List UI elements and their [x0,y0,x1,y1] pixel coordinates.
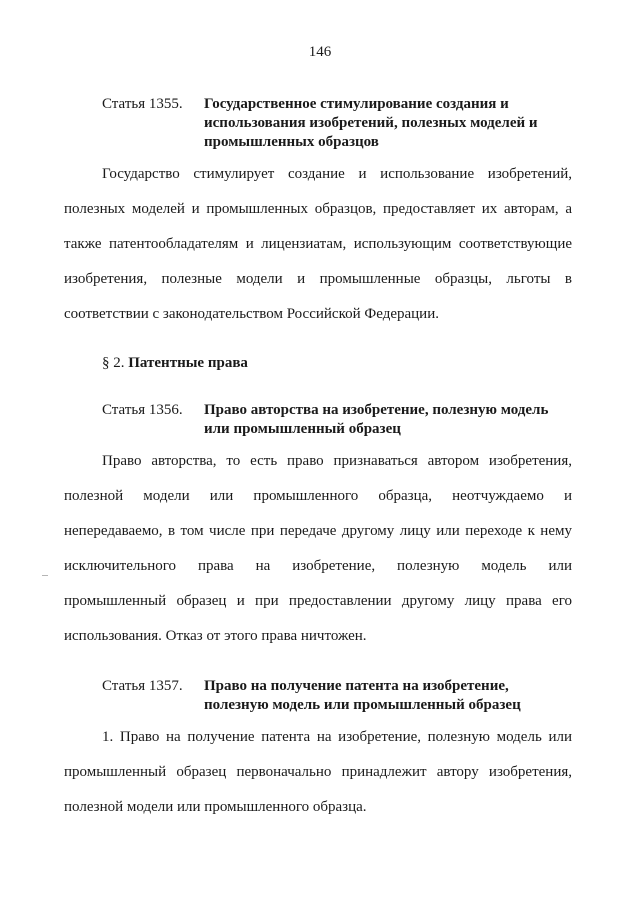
article-1355-title [204,95,574,152]
article-1357-title-line-2: полезную модель или промышленный образец [204,697,521,713]
article-1356-text-line-4: исключительного права на изобретение, полезную модель или [64,558,572,574]
article-1356-title-line-1: Право авторства на изобретение, полезную модель [204,402,549,418]
article-1355-label: Статья 1355. [102,96,183,112]
article-1357-title [204,677,574,715]
page-number: 146 [308,44,332,60]
article-1355-text [64,157,572,332]
article-1357-text [64,720,572,825]
section-2-prefix: § 2. [102,355,125,371]
article-1357-label: Статья 1357. [102,678,183,694]
article-1355-text-line-5: соответствии с законодательством Российской Федерации. [64,306,439,322]
article-1355-title-line-3: промышленных образцов [204,134,379,150]
article-1356-title [204,401,574,439]
article-1357-title-line-1: Право на получение патента на изобретение, [204,678,509,694]
article-1356-text-line-1: Право авторства, то есть право признаваться автором изобретения, [102,453,572,469]
article-1356-text-line-3: непередаваемо, в том числе при передаче другому лицу или переходе к нему [64,523,572,539]
article-1355-text-line-1: Государство стимулирует создание и использование изобретений, [102,166,572,182]
article-1357-text-line-1: 1. Право на получение патента на изобретение, полезную модель или [102,729,572,745]
section-2-title: Патентные права [128,355,248,371]
margin-mark [42,575,48,576]
article-1355-text-line-3: также патентообладателям и лицензиатам, использующим соответствующие [64,236,572,252]
article-1357-text-line-2: промышленный образец первоначально принадлежит автору изобретения, [64,764,572,780]
article-1356-text-line-6: использования. Отказ от этого права ничтожен. [64,628,367,644]
article-1356-text-line-2: полезной модели или промышленного образца, неотчуждаемо и [64,488,572,504]
article-1356-label: Статья 1356. [102,402,183,418]
article-1355-title-line-1: Государственное стимулирование создания и [204,96,509,112]
article-1356-text-line-5: промышленный образец и при предоставлении другому лицу права его [64,593,572,609]
article-1355-text-line-4: изобретения, полезные модели и промышленные образцы, льготы в [64,271,572,287]
article-1355-title-line-2: использования изобретений, полезных моделей и [204,115,538,131]
article-1356-title-line-2: или промышленный образец [204,421,401,437]
section-2-heading [102,355,248,372]
article-1356-text [64,444,572,654]
article-1357-text-line-3: полезной модели или промышленного образца. [64,799,367,815]
article-1355-text-line-2: полезных моделей и промышленных образцов, предоставляет их авторам, а [64,201,572,217]
